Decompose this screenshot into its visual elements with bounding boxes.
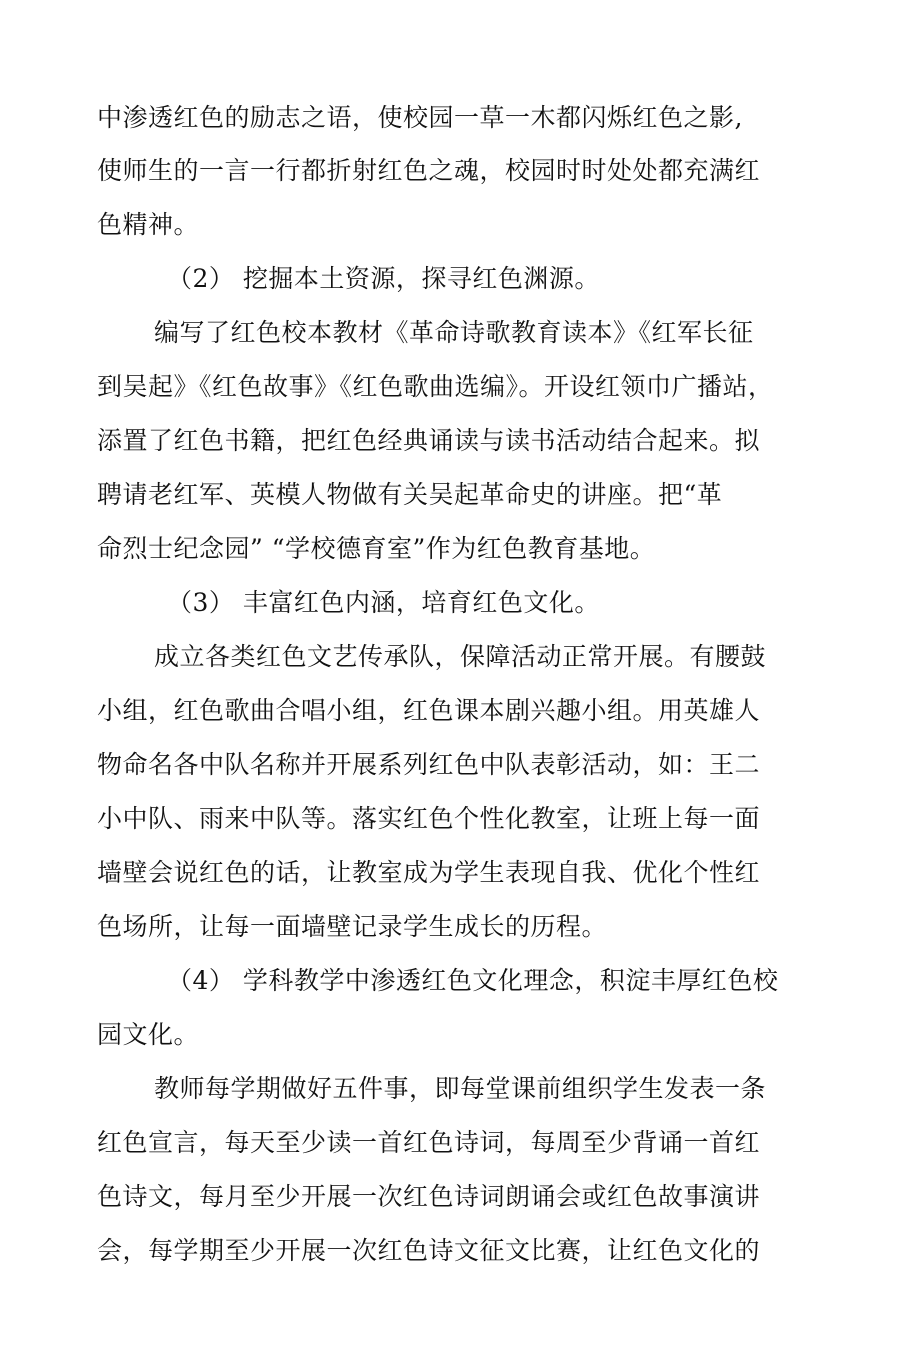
text-line: 色诗文，每月至少开展一次红色诗词朗诵会或红色故事演讲 xyxy=(97,1182,761,1211)
text-line: 色场所，让每一面墙壁记录学生成长的历程。 xyxy=(97,912,608,941)
text-line: 成立各类红色文艺传承队，保障活动正常开展。有腰鼓 xyxy=(154,642,767,671)
text-line: 使师生的一言一行都折射红色之魂，校园时时处处都充满红 xyxy=(97,156,761,185)
text-line: 小组，红色歌曲合唱小组，红色课本剧兴趣小组。用英雄人 xyxy=(97,696,761,725)
text-line: 聘请老红军、英模人物做有关吴起革命史的讲座。把“革 xyxy=(97,480,723,509)
text-line: 小中队、雨来中队等。落实红色个性化教室，让班上每一面 xyxy=(97,804,761,833)
text-line: 物命名各中队名称并开展系列红色中队表彰活动，如：王二 xyxy=(97,750,761,779)
text-line: 红色宣言，每天至少读一首红色诗词，每周至少背诵一首红 xyxy=(97,1128,761,1157)
text-line: 会，每学期至少开展一次红色诗文征文比赛，让红色文化的 xyxy=(97,1236,761,1265)
section-heading: （4） 学科教学中渗透红色文化理念，积淀丰厚红色校 xyxy=(167,966,779,995)
text-line: 园文化。 xyxy=(97,1020,200,1049)
text-line: 到吴起》《红色故事》《红色歌曲选编》。开设红领巾广播站， xyxy=(97,372,774,401)
section-heading: （3） 丰富红色内涵，培育红色文化。 xyxy=(167,588,600,617)
text-line: 墙壁会说红色的话，让教室成为学生表现自我、优化个性红 xyxy=(97,858,761,887)
text-line: 编写了红色校本教材《革命诗歌教育读本》《红军长征 xyxy=(154,318,754,347)
text-line: 教师每学期做好五件事，即每堂课前组织学生发表一条 xyxy=(154,1074,767,1103)
text-line: 添置了红色书籍，把红色经典诵读与读书活动结合起来。拟 xyxy=(97,426,761,455)
section-heading: （2） 挖掘本土资源，探寻红色渊源。 xyxy=(167,264,600,293)
text-line: 中渗透红色的励志之语，使校园一草一木都闪烁红色之影, xyxy=(97,103,743,132)
text-line: 色精神。 xyxy=(97,210,200,239)
text-line: 命烈士纪念园” “学校德育室”作为红色教育基地。 xyxy=(97,534,656,563)
